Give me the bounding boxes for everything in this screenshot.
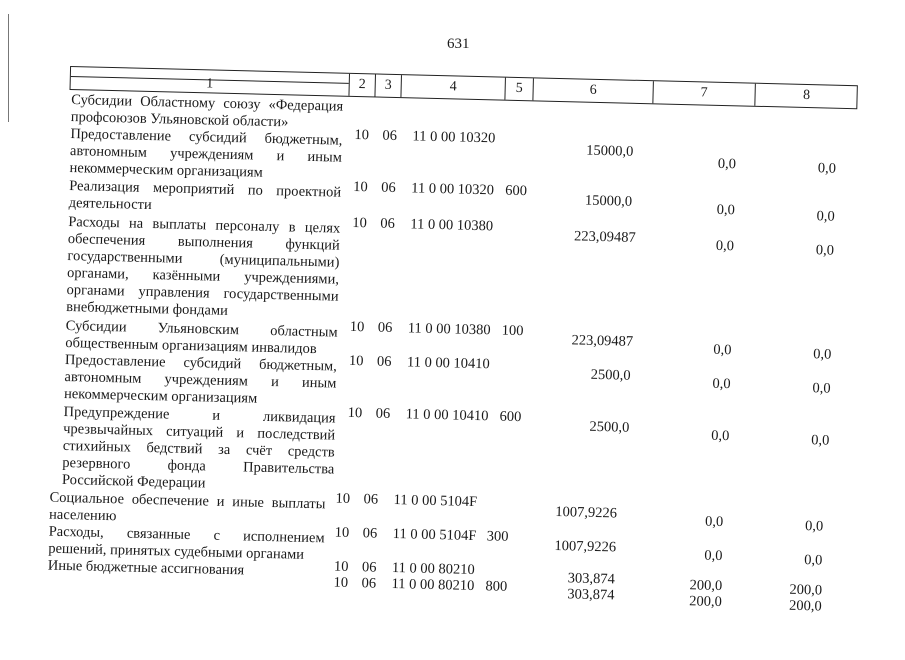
cell-amount-7: 0,0 (717, 155, 737, 173)
header-col-2: 2 (348, 74, 375, 97)
cell-target-article: 11 0 00 10410 (405, 406, 489, 425)
header-col-3: 3 (374, 74, 401, 97)
row-description: Предоставление субсидий бюджетным, автономным учреждениям и иным некоммерческим организациям (69, 126, 343, 181)
row-description: Предупреждение и ликвидация чрезвычайных ситуаций и последствий стихийных бедствий за счёт средств резервного фонда Правительства Российской Федерации (61, 403, 336, 492)
cell-section: 10 (348, 352, 364, 370)
cell-section: 10 (334, 524, 350, 541)
cell-expense-type: 600 (504, 182, 528, 200)
cell-subsection: 06 (381, 179, 396, 196)
cell-subsection: 06 (361, 559, 377, 576)
cell-subsection: 06 (375, 405, 391, 422)
cell-amount-6: 223,09487 (573, 228, 636, 246)
cell-section: 10 (352, 214, 368, 232)
row-description: Иные бюджетные ассигнования (47, 557, 245, 579)
row-description: Предоставление субсидий бюджетным, автономным учреждениям и иным некоммерческим организациям (63, 351, 338, 407)
cell-section: 10 (333, 574, 349, 591)
cell-amount-6: 303,874 (567, 570, 616, 588)
cell-section: 10 (333, 558, 349, 575)
header-col-8: 8 (754, 84, 858, 109)
cell-target-article: 11 0 00 10410 (406, 354, 490, 373)
cell-amount-6: 2500,0 (590, 366, 631, 384)
cell-section: 10 (353, 178, 368, 196)
row-description: Расходы, связанные с исполнением решений, принятых судебными органами (48, 523, 325, 563)
cell-subsection: 06 (363, 491, 379, 508)
header-col-4: 4 (400, 75, 505, 100)
cell-subsection: 06 (362, 525, 378, 542)
cell-subsection: 06 (380, 215, 396, 232)
cell-amount-8: 0,0 (812, 380, 831, 397)
cell-target-article: 11 0 00 10380 (407, 320, 491, 339)
row-description: Социальное обеспечение и иные выплаты населению (48, 489, 326, 525)
cell-section: 10 (335, 490, 351, 507)
header-col-7: 7 (652, 81, 755, 105)
cell-target-article: 11 0 00 5104F (392, 526, 477, 545)
cell-amount-7: 0,0 (704, 547, 723, 565)
cell-amount-6: 223,09487 (571, 332, 634, 350)
cell-target-article: 11 0 00 80210 (391, 576, 475, 595)
cell-amount-6: 15000,0 (585, 142, 634, 160)
cell-subsection: 06 (377, 319, 393, 336)
cell-expense-type: 600 (499, 408, 522, 426)
cell-subsection: 06 (361, 575, 377, 592)
cell-target-article: 11 0 00 10380 (410, 216, 494, 235)
cell-amount-6: 1007,9226 (554, 537, 617, 556)
cell-amount-7: 0,0 (716, 201, 736, 219)
cell-amount-8: 0,0 (813, 346, 832, 363)
cell-section: 10 (349, 318, 365, 336)
cell-amount-8: 0,0 (815, 242, 835, 259)
cell-amount-7: 0,0 (704, 513, 724, 531)
cell-subsection: 06 (382, 127, 398, 145)
cell-amount-6: 1007,9226 (555, 503, 618, 522)
cell-amount-8: 0,0 (816, 208, 835, 225)
cell-amount-7: 0,0 (715, 237, 735, 255)
cell-amount-7: 200,0 (689, 593, 723, 611)
cell-target-article: 11 0 00 10320 (412, 128, 496, 147)
cell-expense-type: 100 (501, 322, 524, 340)
cell-target-article: 11 0 00 10320 (411, 180, 495, 199)
cell-amount-8: 0,0 (804, 552, 823, 569)
cell-section: 10 (354, 126, 370, 144)
row-description: Расходы на выплаты персоналу в целях обеспечения выполнения функций государственными (муниципальными) органами, казёнными учреждениями, органами управления государственными внебюджетными фондами (66, 214, 341, 319)
row-description: Субсидии Областному союзу «Федерация профсоюзов Ульяновской области» (70, 92, 344, 131)
cell-target-article: 11 0 00 80210 (391, 560, 475, 579)
cell-amount-8: 0,0 (817, 160, 837, 177)
cell-subsection: 06 (376, 353, 392, 370)
row-description: Реализация мероприятий по проектной деятельности (68, 178, 342, 214)
cell-amount-7: 200,0 (689, 577, 723, 595)
cell-target-article: 11 0 00 5104F (393, 492, 478, 511)
page-number: 631 (447, 36, 470, 52)
cell-amount-8: 200,0 (788, 597, 822, 615)
cell-amount-8: 0,0 (810, 432, 830, 449)
header-col-6: 6 (532, 78, 653, 103)
cell-amount-8: 200,0 (789, 581, 823, 599)
cell-expense-type: 300 (486, 528, 509, 545)
cell-amount-7: 0,0 (713, 341, 732, 359)
header-col-1: 1 (206, 76, 214, 92)
cell-amount-6: 2500,0 (589, 418, 630, 436)
header-col-5: 5 (504, 78, 533, 101)
row-description: Субсидии Ульяновским областным общественным организациям инвалидов (65, 317, 338, 358)
cell-amount-7: 0,0 (712, 375, 731, 393)
cell-amount-7: 0,0 (711, 427, 730, 445)
cell-amount-8: 0,0 (804, 518, 824, 535)
cell-expense-type: 800 (485, 578, 508, 595)
cell-amount-6: 303,874 (567, 586, 615, 604)
cell-amount-6: 15000,0 (584, 192, 633, 210)
cell-section: 10 (347, 404, 363, 422)
